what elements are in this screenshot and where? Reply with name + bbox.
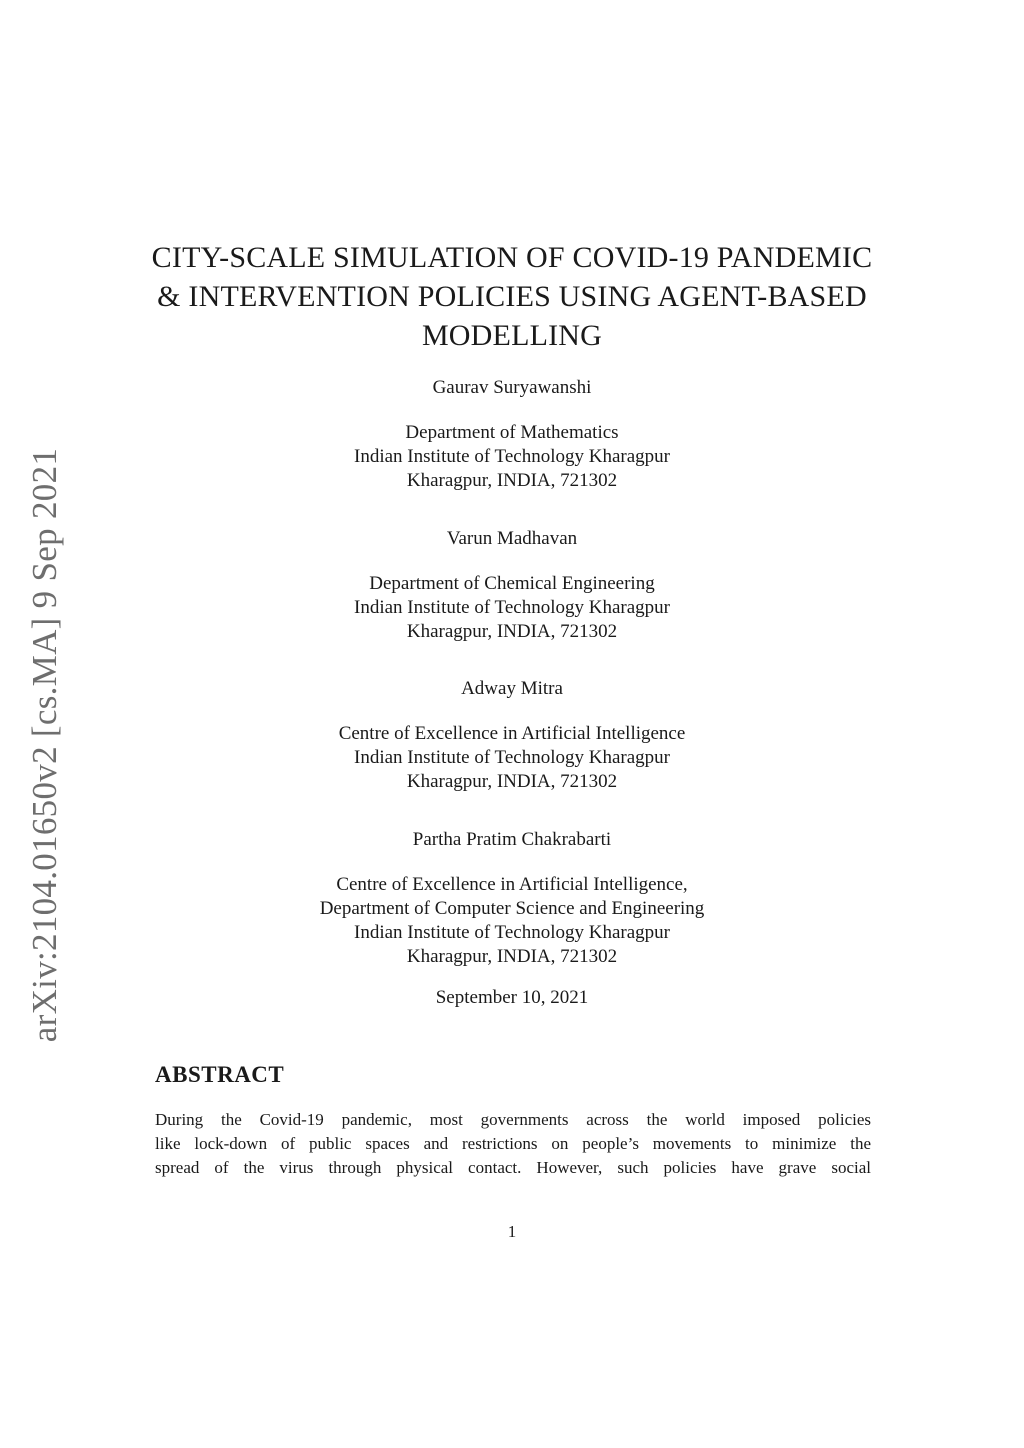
affiliation-line: Indian Institute of Technology Kharagpur bbox=[354, 922, 670, 943]
abstract-line: like lock-down of public spaces and restrictions on people’s movements to minimize the bbox=[155, 1134, 871, 1153]
affiliation-line: Centre of Excellence in Artificial Intelligence, bbox=[336, 874, 688, 895]
affiliation-line: Department of Mathematics bbox=[405, 422, 619, 443]
author-name: Adway Mitra bbox=[461, 678, 563, 699]
author-affiliation bbox=[150, 873, 874, 969]
author-name: Varun Madhavan bbox=[446, 528, 578, 549]
affiliation-line: Department of Computer Science and Engineering bbox=[319, 898, 705, 919]
author-name: Partha Pratim Chakrabarti bbox=[412, 829, 612, 850]
author-block bbox=[150, 677, 874, 794]
affiliation-line: Indian Institute of Technology Kharagpur bbox=[354, 747, 670, 768]
author-affiliation bbox=[150, 421, 874, 493]
title-line: & INTERVENTION POLICIES USING AGENT-BASED bbox=[157, 280, 867, 313]
arxiv-identifier-stamp: arXiv:2104.01650v2 [cs.MA] 9 Sep 2021 bbox=[25, 447, 64, 1043]
affiliation-line: Kharagpur, INDIA, 721302 bbox=[406, 946, 618, 967]
affiliation-line: Indian Institute of Technology Kharagpur bbox=[354, 446, 670, 467]
affiliation-line: Indian Institute of Technology Kharagpur bbox=[354, 597, 670, 618]
author-affiliation bbox=[150, 722, 874, 794]
title-line: CITY-SCALE SIMULATION OF COVID-19 PANDEMIC bbox=[151, 241, 873, 274]
author-block bbox=[150, 527, 874, 644]
abstract-text bbox=[155, 1108, 871, 1180]
paper-title bbox=[140, 238, 884, 355]
affiliation-line: Centre of Excellence in Artificial Intelligence bbox=[338, 723, 686, 744]
abstract-line: spread of the virus through physical contact. However, such policies have grave social bbox=[155, 1158, 871, 1177]
author-block bbox=[150, 828, 874, 969]
abstract-heading: ABSTRACT bbox=[155, 1062, 285, 1087]
abstract-line: During the Covid-19 pandemic, most governments across the world imposed policies bbox=[155, 1110, 871, 1129]
affiliation-line: Kharagpur, INDIA, 721302 bbox=[406, 621, 618, 642]
author-block bbox=[150, 376, 874, 493]
affiliation-line: Department of Chemical Engineering bbox=[369, 573, 655, 594]
author-affiliation bbox=[150, 572, 874, 644]
affiliation-line: Kharagpur, INDIA, 721302 bbox=[406, 771, 618, 792]
page-number: 1 bbox=[507, 1222, 517, 1241]
publication-date: September 10, 2021 bbox=[435, 987, 589, 1008]
author-name: Gaurav Suryawanshi bbox=[432, 377, 592, 398]
title-line: MODELLING bbox=[421, 319, 603, 352]
affiliation-line: Kharagpur, INDIA, 721302 bbox=[406, 470, 618, 491]
